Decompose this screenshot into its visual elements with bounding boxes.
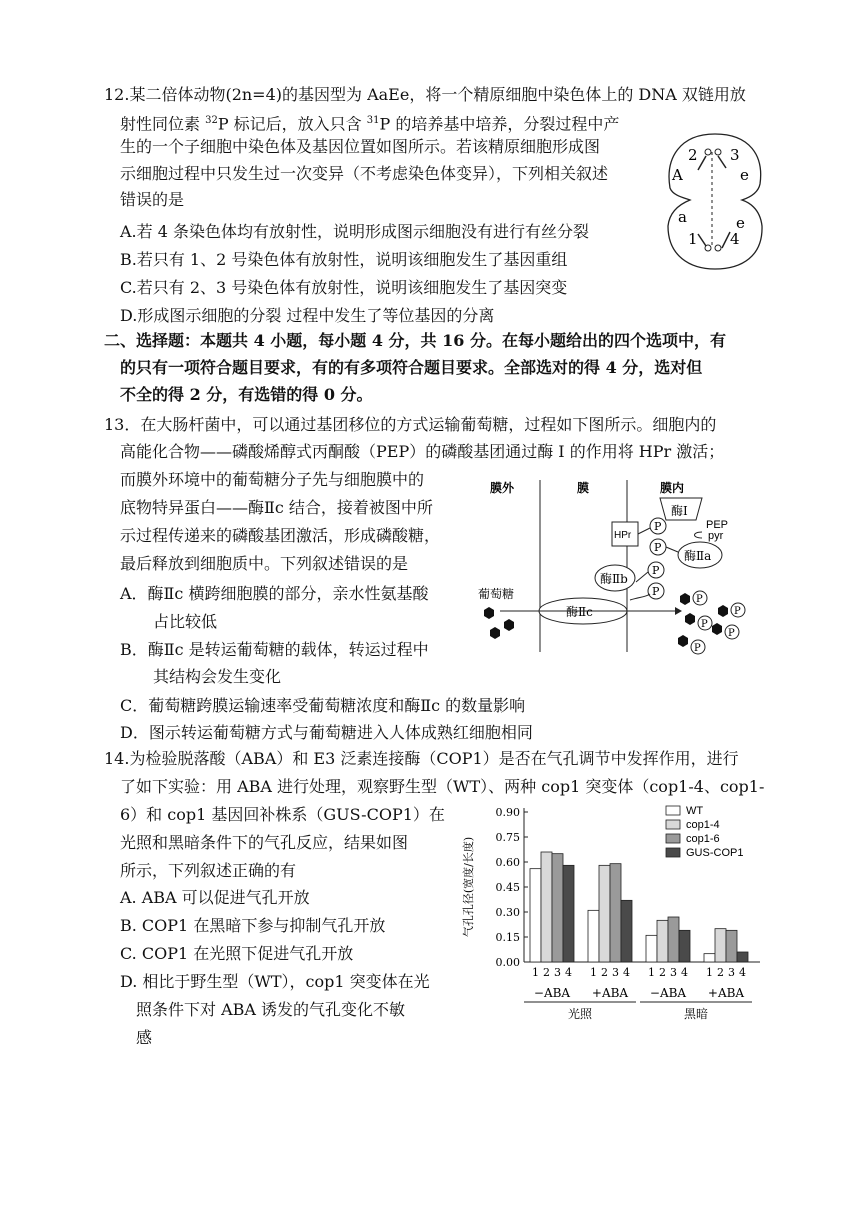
bar-number-label: 3: [728, 966, 735, 979]
dividing-cell-figure: [660, 128, 770, 273]
section2-line3: 不全的得 2 分，有选错的得 0 分。: [120, 385, 373, 404]
legend-swatch: [666, 834, 680, 843]
legend-swatch: [666, 806, 680, 815]
bar-number-label: 1: [532, 966, 539, 979]
glucose-transport-diagram: [470, 472, 770, 668]
pyr-label: pyr: [708, 530, 724, 542]
q14-line5: 所示，下列叙述正确的有: [120, 861, 297, 880]
q12-line5: 错误的是: [120, 190, 185, 209]
centromere-icon: [705, 245, 711, 251]
group-label: +ABA: [707, 986, 745, 1000]
centromere-icon: [715, 149, 721, 155]
stomatal-aperture-bar-chart: [456, 800, 770, 1022]
label-1: 1: [688, 230, 698, 248]
glucose-molecule-icon: [718, 605, 728, 617]
label-3: 3: [730, 146, 740, 164]
q12-line2-part: 射性同位素: [120, 114, 206, 134]
bar-number-label: 4: [565, 966, 572, 979]
glucose-label: 葡萄糖: [478, 587, 515, 601]
flow-arrow: [636, 572, 648, 582]
q12-line3: 生的一个子细胞中染色体及基因位置如图所示。若该精原细胞形成图: [120, 137, 601, 156]
phosphate-label: P: [652, 564, 660, 577]
bar-number-label: 2: [717, 966, 724, 979]
q14-line4: 光照和黑暗条件下的气孔反应，结果如图: [120, 833, 409, 852]
q13-line2: 高能化合物——磷酸烯醇式丙酮酸（PEP）的磷酸基团通过酶 I 的作用将 HPr 激活；: [120, 442, 725, 461]
q13-option-b1: B．酶Ⅱc 是转运葡萄糖的载体，转运过程中: [120, 640, 429, 659]
y-axis-label: 气孔孔径(宽度/长度): [462, 836, 475, 938]
bar-number-label: 3: [670, 966, 677, 979]
region-inside-label: 膜内: [660, 481, 685, 495]
arrowhead-icon: [675, 607, 682, 615]
bar-cop1-6: [726, 930, 737, 962]
q13-line6: 最后释放到细胞质中。下列叙述错误的是: [120, 554, 409, 573]
label-4: 4: [730, 230, 740, 248]
q14-line1: 14.为检验脱落酸（ABA）和 E3 泛素连接酶（COP1）是否在气孔调节中发挥作用，进行: [104, 749, 739, 768]
condition-label: 光照: [567, 1007, 593, 1021]
bar-WT: [588, 910, 599, 962]
bar-number-label: 4: [623, 966, 630, 979]
bar-number-label: 2: [543, 966, 550, 979]
bar-cop1-4: [541, 852, 552, 962]
glucose-molecule-icon: [490, 627, 500, 639]
q12-line2-part: P 的培养基中培养，分裂过程中产: [379, 114, 620, 134]
q12-line2: [120, 110, 619, 135]
gene-a: a: [678, 208, 687, 226]
q14-option-c: C. COP1 在光照下促进气孔开放: [120, 944, 354, 963]
bar-WT: [704, 954, 715, 962]
group-label: +ABA: [591, 986, 629, 1000]
y-tick-label: 0.00: [495, 956, 520, 969]
bar-GUS-COP1: [679, 930, 690, 962]
q13-line5: 示过程传递来的磷酸基团激活，形成磷酸糖，: [120, 526, 441, 545]
legend-entry: cop1-4: [686, 819, 720, 831]
bar-number-label: 4: [681, 966, 688, 979]
bar-WT: [646, 935, 657, 962]
enzyme-2c-label: 酶Ⅱc: [566, 605, 593, 619]
chromosome-1: [698, 234, 706, 246]
bar-cop1-6: [552, 854, 563, 962]
q12-option-b: B.若只有 1、2 号染色体有放射性，说明该细胞发生了基因重组: [120, 250, 568, 269]
glucose-molecule-icon: [685, 613, 695, 625]
q13-option-a1: A．酶Ⅱc 横跨细胞膜的部分，亲水性氨基酸: [120, 584, 429, 603]
bar-number-label: 1: [590, 966, 597, 979]
chromosome-3: [718, 156, 726, 168]
condition-label: 黑暗: [683, 1007, 709, 1021]
q12-option-a: A.若 4 条染色体均有放射性，说明形成图示细胞没有进行有丝分裂: [120, 222, 589, 241]
bar-number-label: 1: [648, 966, 655, 979]
q12-line1: 12.某二倍体动物(2n=4)的基因型为 AaEe，将一个精原细胞中染色体上的 DNA 双链用放: [104, 85, 746, 104]
pep-label: PEP: [706, 519, 729, 531]
gene-e-lower: e: [736, 214, 745, 232]
legend-swatch: [666, 820, 680, 829]
bar-GUS-COP1: [563, 865, 574, 962]
enzyme-2b-label: 酶Ⅱb: [600, 572, 628, 586]
phosphate-label: P: [652, 585, 660, 598]
bar-WT: [530, 869, 541, 962]
bar-number-label: 4: [739, 966, 746, 979]
chromosome-4: [722, 232, 730, 248]
bar-GUS-COP1: [737, 952, 748, 962]
phosphate-label: P: [696, 594, 703, 605]
gene-A: A: [672, 166, 683, 184]
q13-line3: 而膜外环境中的葡萄糖分子先与细胞膜中的: [120, 470, 425, 489]
bar-number-label: 1: [706, 966, 713, 979]
glucose-molecule-icon: [484, 607, 494, 619]
section2-line1: 二、选择题：本题共 4 小题，每小题 4 分，共 16 分。在每小题给出的四个选项中，有: [104, 331, 726, 350]
q13-option-d: D．图示转运葡萄糖方式与葡萄糖进入人体成熟红细胞相同: [120, 723, 533, 742]
phosphate-label: P: [654, 541, 662, 554]
bar-number-label: 3: [612, 966, 619, 979]
q14-option-d3: 感: [136, 1028, 153, 1047]
flow-arrow: [638, 528, 650, 534]
glucose-molecule-icon: [678, 635, 688, 647]
label-2: 2: [688, 146, 698, 164]
q12-line2-part: P 标记后，放入只含: [217, 114, 367, 134]
isotope-32: 32: [205, 115, 218, 126]
phosphate-label: P: [734, 606, 741, 617]
q13-line1: 13．在大肠杆菌中，可以通过基团移位的方式运输葡萄糖，过程如下图所示。细胞内的: [104, 415, 717, 434]
chromosome-2: [698, 156, 706, 170]
q12-line4: 示细胞过程中只发生过一次变异（不考虑染色体变异），下列相关叙述: [120, 164, 609, 183]
flow-arrow: [666, 547, 678, 552]
y-tick-label: 0.90: [495, 806, 520, 819]
bar-GUS-COP1: [621, 900, 632, 962]
q14-line2: 了如下实验：用 ABA 进行处理，观察野生型（WT）、两种 cop1 突变体（cop1-4、cop1-: [120, 777, 765, 796]
enzyme-1-label: 酶Ⅰ: [671, 504, 688, 518]
isotope-31: 31: [366, 115, 380, 126]
bar-number-label: 2: [601, 966, 608, 979]
q13-option-b2: 其结构会发生变化: [153, 667, 282, 686]
y-tick-label: 0.60: [495, 856, 520, 869]
q14-line3: 6）和 cop1 基因回补株系（GUS-COP1）在: [120, 805, 445, 824]
q13-option-a2: 占比较低: [153, 612, 218, 631]
q14-option-d2: 照条件下对 ABA 诱发的气孔变化不敏: [136, 1000, 406, 1019]
hpr-label: HPr: [614, 530, 632, 541]
legend-swatch: [666, 848, 680, 857]
y-tick-label: 0.75: [495, 831, 520, 844]
q14-option-d1: D. 相比于野生型（WT），cop1 突变体在光: [120, 972, 430, 991]
y-tick-label: 0.30: [495, 906, 520, 919]
legend-entry: cop1-6: [686, 833, 720, 845]
bar-cop1-4: [599, 865, 610, 962]
region-membrane-label: 膜: [577, 481, 590, 495]
bar-number-label: 3: [554, 966, 561, 979]
glucose-molecule-icon: [712, 623, 722, 635]
q14-option-b: B. COP1 在黑暗下参与抑制气孔开放: [120, 916, 386, 935]
bar-number-label: 2: [659, 966, 666, 979]
q13-line4: 底物特异蛋白——酶Ⅱc 结合，接着被图中所: [120, 498, 433, 517]
legend-entry: WT: [686, 805, 704, 817]
phosphate-label: P: [701, 619, 708, 630]
q12-option-d: D.形成图示细胞的分裂 过程中发生了等位基因的分离: [120, 306, 495, 325]
phosphate-label: P: [694, 643, 701, 654]
centromere-icon: [705, 149, 711, 155]
region-outside-label: 膜外: [490, 481, 515, 495]
group-label: −ABA: [649, 986, 687, 1000]
section2-line2: 的只有一项符合题目要求，有的有多项符合题目要求。全部选对的得 4 分，选对但: [120, 358, 703, 377]
bar-cop1-6: [668, 917, 679, 962]
bar-cop1-4: [715, 929, 726, 962]
bar-cop1-4: [657, 920, 668, 962]
y-tick-label: 0.45: [495, 881, 520, 894]
phosphate-label: P: [728, 628, 735, 639]
q14-option-a: A. ABA 可以促进气孔开放: [120, 888, 310, 907]
glucose-molecule-icon: [680, 593, 690, 605]
q13-option-c: C．葡萄糖跨膜运输速率受葡萄糖浓度和酶Ⅱc 的数量影响: [120, 696, 526, 715]
flow-arrow: [630, 594, 650, 600]
phosphate-label: P: [654, 520, 662, 533]
gene-e-upper: e: [740, 166, 749, 184]
group-label: −ABA: [533, 986, 571, 1000]
legend-entry: GUS-COP1: [686, 847, 744, 859]
bar-cop1-6: [610, 864, 621, 962]
enzyme-2a-label: 酶Ⅱa: [684, 549, 712, 563]
centromere-icon: [715, 245, 721, 251]
pep-conversion-arrow: [695, 532, 703, 538]
y-tick-label: 0.15: [495, 931, 520, 944]
q12-option-c: C.若只有 2、3 号染色体有放射性，说明该细胞发生了基因突变: [120, 278, 568, 297]
glucose-molecule-icon: [504, 619, 514, 631]
